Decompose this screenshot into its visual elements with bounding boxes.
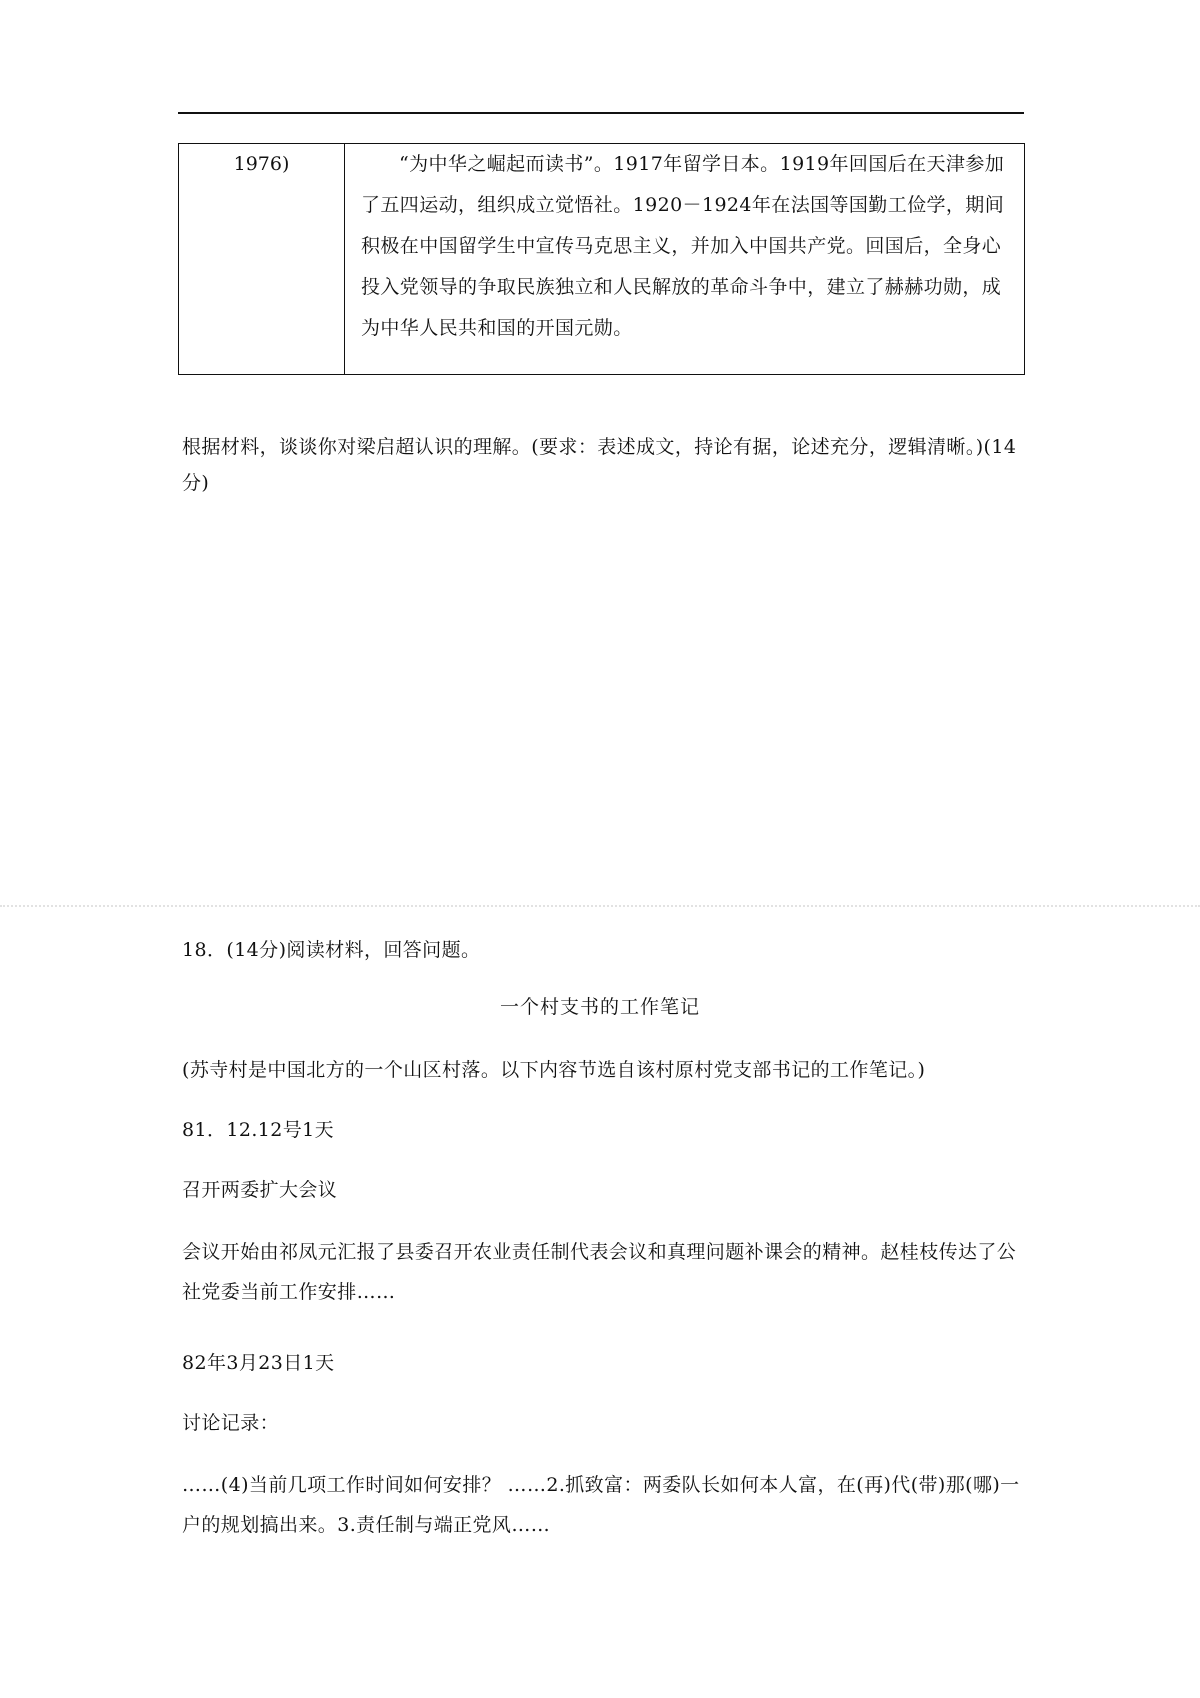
page-divider bbox=[0, 905, 1200, 907]
notebook-entry-title: 讨论记录： bbox=[182, 1412, 280, 1434]
material-title: 一个村支书的工作笔记 bbox=[499, 996, 700, 1018]
notebook-entry-body: ……(4)当前几项工作时间如何安排？ ……2.抓致富：两委队长如何本人富，在(再)代(带)那(哪)一户的规划搞出来。3.责任制与端正党风…… bbox=[182, 1474, 1020, 1536]
notebook-entry-body: 会议开始由祁凤元汇报了县委召开农业责任制代表会议和真理问题补课会的精神。赵桂枝传达了公社党委当前工作安排…… bbox=[182, 1241, 1017, 1303]
header-rule bbox=[178, 112, 1024, 114]
year-cell: 1976) bbox=[179, 144, 345, 375]
notebook-entry-date: 82年3月23日1天 bbox=[182, 1352, 335, 1374]
table-row bbox=[179, 144, 1025, 375]
biography-table bbox=[178, 143, 1025, 375]
notebook-entry-title: 召开两委扩大会议 bbox=[182, 1179, 338, 1201]
question-17-prompt: 根据材料，谈谈你对梁启超认识的理解。(要求：表述成文，持论有据，论述充分，逻辑清晰。)(14分) bbox=[182, 436, 1017, 494]
notebook-entry-date: 81．12.12号1天 bbox=[182, 1119, 335, 1141]
biography-cell: “为中华之崛起而读书”。1917年留学日本。1919年回国后在天津参加了五四运动，组织成立觉悟社。1920－1924年在法国等国勤工俭学，期间积极在中国留学生中宣传马克思主义，并加入中国共产党。回国后，全身心投入党领导的争取民族独立和人民解放的革命斗争中，建立了赫赫功勋，成为中华人民共和国的开国元勋。 bbox=[345, 144, 1025, 375]
material-intro: (苏寺村是中国北方的一个山区村落。以下内容节选自该村原村党支部书记的工作笔记。) bbox=[182, 1059, 926, 1081]
question-18-heading: 18．(14分)阅读材料，回答问题。 bbox=[182, 939, 481, 961]
